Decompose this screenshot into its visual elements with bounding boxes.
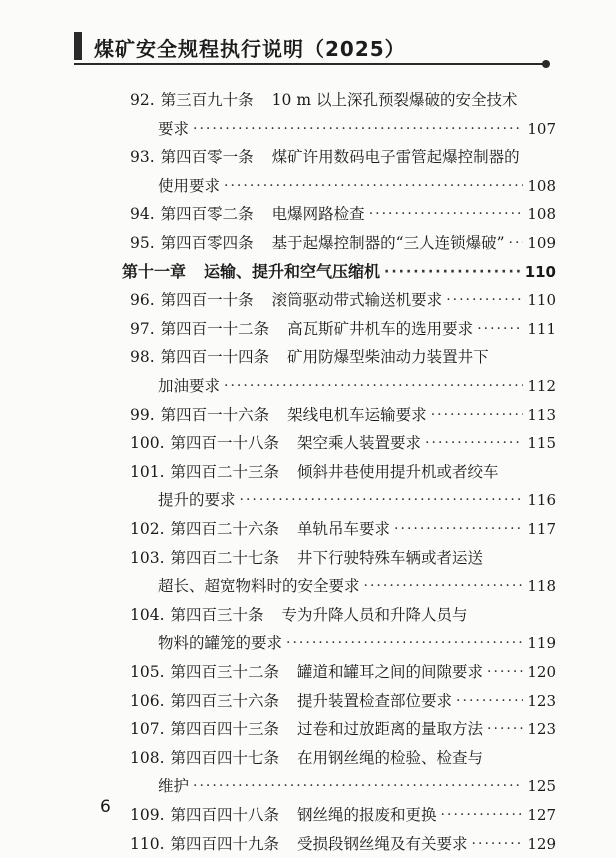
entry-number: 95. [130,234,155,252]
entry-number: 98. [130,348,155,367]
toc-entry [130,544,556,572]
page-ref: 117 [527,520,556,538]
toc-entry [130,401,556,429]
entry-number: 107. [130,720,165,739]
toc-entry [130,143,556,171]
toc-entry [130,744,556,772]
header-title: 煤矿安全规程执行说明（2025） [94,37,406,61]
toc-entry [130,343,556,371]
entry-number: 92. [130,91,155,109]
article-label: 第四百一十四条 [160,348,270,367]
dot-leaders [224,172,523,200]
article-label: 第四百二十三条 [170,462,280,481]
entry-title: 过卷和过放距离的量取方法 [297,720,484,739]
toc-entry [130,200,556,228]
toc-entry [130,830,556,858]
dot-leaders [487,658,523,686]
entry-number: 97. [130,319,155,338]
article-label: 第四百一十六条 [160,405,270,424]
toc-entry [130,715,556,743]
entry-title: 提升装置检查部位要求 [297,691,453,710]
page-ref: 110 [524,262,556,281]
toc-entry [130,601,556,629]
page-ref: 123 [527,691,556,710]
dot-leaders [193,115,523,143]
article-label: 第四百零一条 [160,148,254,167]
entry-title: 滚筒驱动带式输送机要求 [271,291,443,310]
entry-title: 高瓦斯矿井机车的选用要求 [287,319,474,338]
entry-number: 110. [130,834,165,853]
dot-leaders [394,515,523,543]
article-label: 第四百四十七条 [170,748,280,767]
toc-entry-continuation [158,486,556,514]
page-ref: 123 [527,720,556,739]
entry-title: 架线电机车运输要求 [287,405,427,424]
article-label: 第四百四十九条 [170,834,280,853]
article-label: 第四百四十八条 [170,806,280,824]
article-label: 第四百四十三条 [170,720,280,739]
dot-leaders [425,429,523,457]
dot-leaders [472,830,524,858]
dot-leaders [369,200,524,228]
article-label: 第四百三十二条 [170,663,280,681]
toc-entry-continuation [158,115,556,143]
entry-number: 101. [130,462,165,481]
page-ref: 118 [527,577,556,596]
toc-entry [130,687,556,715]
entry-title-continued: 提升的要求 [158,491,236,510]
entry-title: 井下行驶特殊车辆或者运送 [297,548,484,567]
entry-title-continued: 加油要求 [158,377,221,395]
toc-entry [130,458,556,486]
article-label: 第四百一十条 [160,291,254,310]
dot-leaders [441,801,524,829]
entry-title-continued: 物料的罐笼的要求 [158,634,283,653]
page-ref: 119 [527,634,556,653]
page-ref: 111 [527,319,556,338]
entry-title: 钢丝绳的报废和更换 [297,806,437,824]
entry-number: 104. [130,605,165,624]
entry-title-continued: 超长、超宽物料时的安全要求 [158,577,360,596]
page-ref: 110 [527,291,556,310]
entry-title: 10 m 以上深孔预裂爆破的安全技术 [271,91,518,109]
page-ref: 129 [527,834,556,853]
entry-title: 煤矿许用数码电子雷管起爆控制器的 [271,148,520,167]
page-ref: 125 [527,777,556,796]
entry-title: 倾斜井巷使用提升机或者绞车 [297,462,499,481]
toc-entry-continuation [158,629,556,657]
page-ref: 109 [527,234,556,252]
entry-number: 94. [130,205,155,224]
dot-leaders [224,372,523,400]
dot-leaders [446,286,523,314]
page-ref: 107 [527,119,556,138]
article-label: 第四百二十六条 [170,520,280,538]
chapter-label: 第十一章 [122,261,187,281]
entry-title: 在用钢丝绳的检验、检查与 [297,748,484,767]
entry-title: 受损段钢丝绳及有关要求 [297,834,468,853]
page-ref: 120 [527,663,556,681]
dot-leaders [456,687,523,715]
page-number: 6 [100,797,111,817]
entry-number: 103. [130,548,165,567]
page-ref: 108 [527,205,556,224]
article-label: 第四百二十七条 [170,548,280,567]
toc-entry [130,229,556,257]
entry-number: 109. [130,806,165,824]
entry-title-continued: 使用要求 [158,176,221,195]
entry-number: 105. [130,663,165,681]
toc-entry-continuation [158,772,556,800]
article-label: 第四百零四条 [160,234,254,252]
entry-number: 102. [130,520,165,538]
entry-title: 架空乘人装置要求 [297,434,422,453]
toc-entry [130,515,556,543]
entry-title: 矿用防爆型柴油动力装置井下 [287,348,489,367]
toc-entry [130,286,556,314]
article-label: 第四百一十八条 [170,434,280,453]
toc-entry [130,86,556,114]
article-label: 第四百一十二条 [160,319,270,338]
dot-leaders [431,401,524,429]
entry-number: 106. [130,691,165,710]
page-ref: 113 [527,405,556,424]
dot-leaders [477,315,523,343]
page-ref: 127 [527,806,556,824]
article-label: 第四百零二条 [160,205,254,224]
entry-number: 93. [130,148,155,167]
dot-leaders [286,629,523,657]
entry-number: 108. [130,748,165,767]
dot-leaders [240,486,524,514]
article-label: 第四百三十六条 [170,691,280,710]
page-ref: 116 [527,491,556,510]
entry-number: 96. [130,291,155,310]
toc-entry [130,658,556,686]
dot-leaders [364,572,524,600]
entry-title-continued: 维护 [158,777,190,796]
page-ref: 108 [527,176,556,195]
entry-title: 基于起爆控制器的“三人连锁爆破” [271,234,505,252]
toc-entry [130,801,556,829]
entry-title-continued: 要求 [158,119,190,138]
article-label: 第四百三十条 [170,605,264,624]
toc-entry-continuation [158,372,556,400]
dot-leaders [193,772,523,800]
article-label: 第三百九十条 [160,91,254,109]
toc-entry-continuation [158,172,556,200]
dot-leaders [487,715,523,743]
entry-title: 单轨吊车要求 [297,520,391,538]
entry-title: 专为升降人员和升降人员与 [281,605,468,624]
toc-entry-continuation [158,572,556,600]
chapter-title: 运输、提升和空气压缩机 [204,261,381,281]
entry-number: 100. [130,434,165,453]
entry-title: 罐道和罐耳之间的间隙要求 [297,663,484,681]
page-ref: 112 [527,377,556,395]
toc-entry [130,315,556,343]
dot-leaders [509,229,524,257]
entry-number: 99. [130,405,155,424]
entry-title: 电爆网路检查 [271,205,365,224]
toc-chapter [122,258,556,286]
dot-leaders [384,258,521,286]
page-ref: 115 [527,434,556,453]
toc-entry [130,429,556,457]
